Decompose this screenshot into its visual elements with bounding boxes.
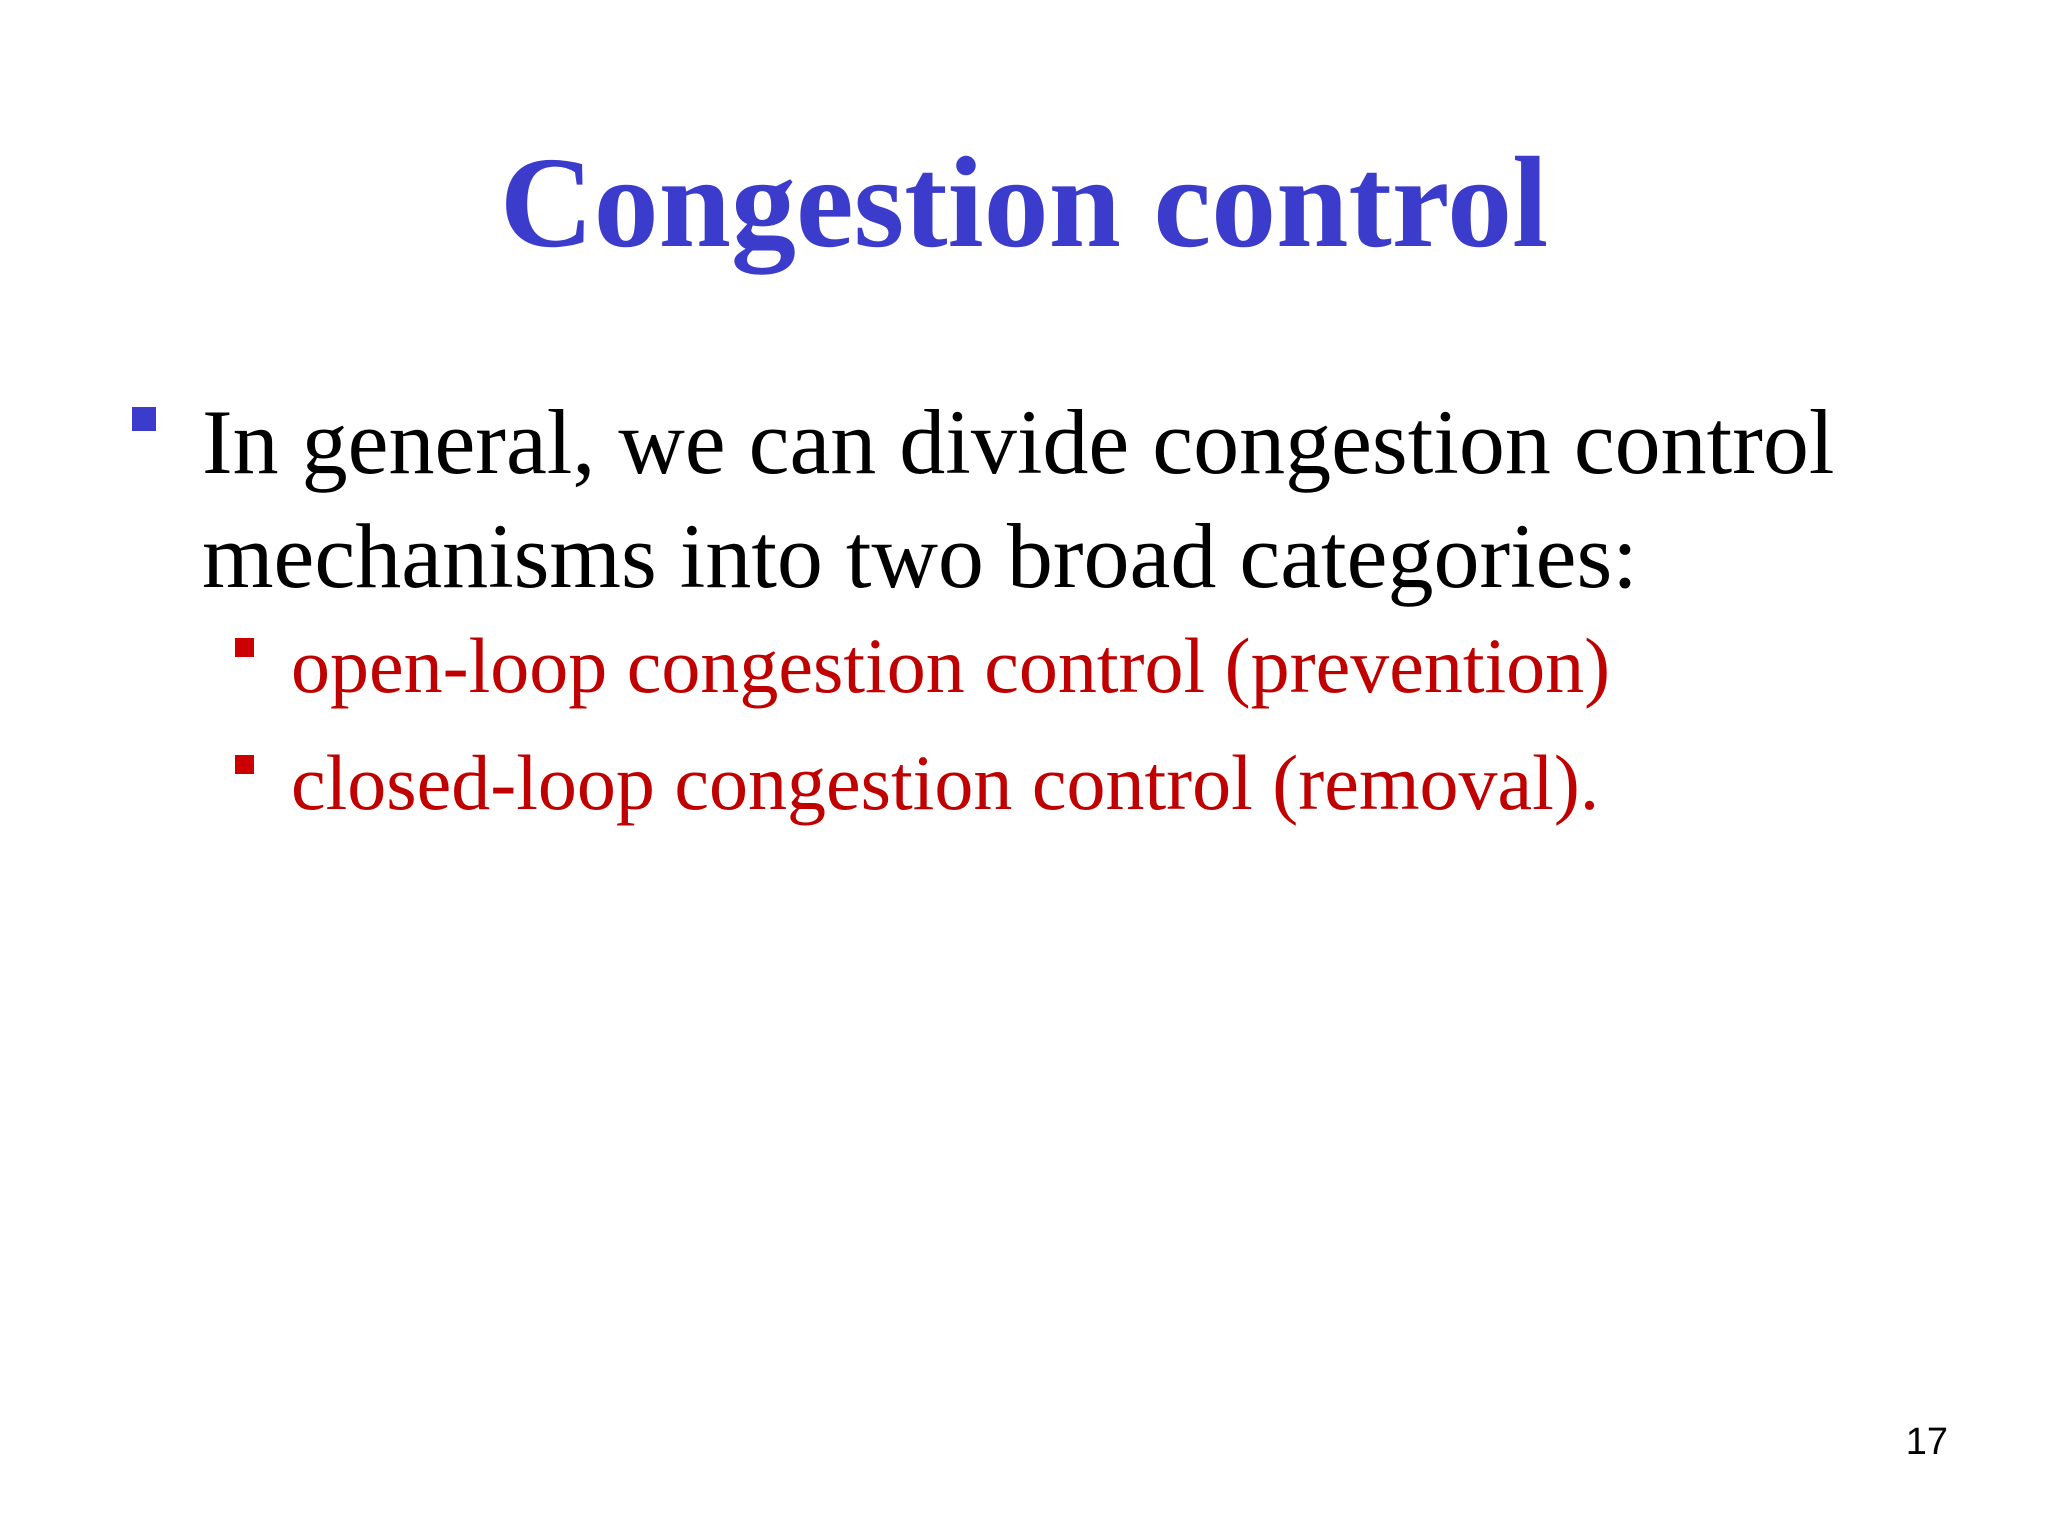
square-bullet-icon [132, 407, 156, 431]
slide-title: Congestion control [499, 131, 1549, 275]
sub-bullet-text: open-loop congestion control (prevention) [291, 622, 1611, 709]
page-number: 17 [1905, 1421, 1948, 1463]
bullet-text: In general, we can divide congestion control mechanisms into two broad categories: [202, 391, 1835, 607]
square-bullet-icon [235, 755, 254, 774]
sub-bullet-text: closed-loop congestion control (removal). [291, 739, 1600, 826]
square-bullet-icon [235, 638, 254, 657]
